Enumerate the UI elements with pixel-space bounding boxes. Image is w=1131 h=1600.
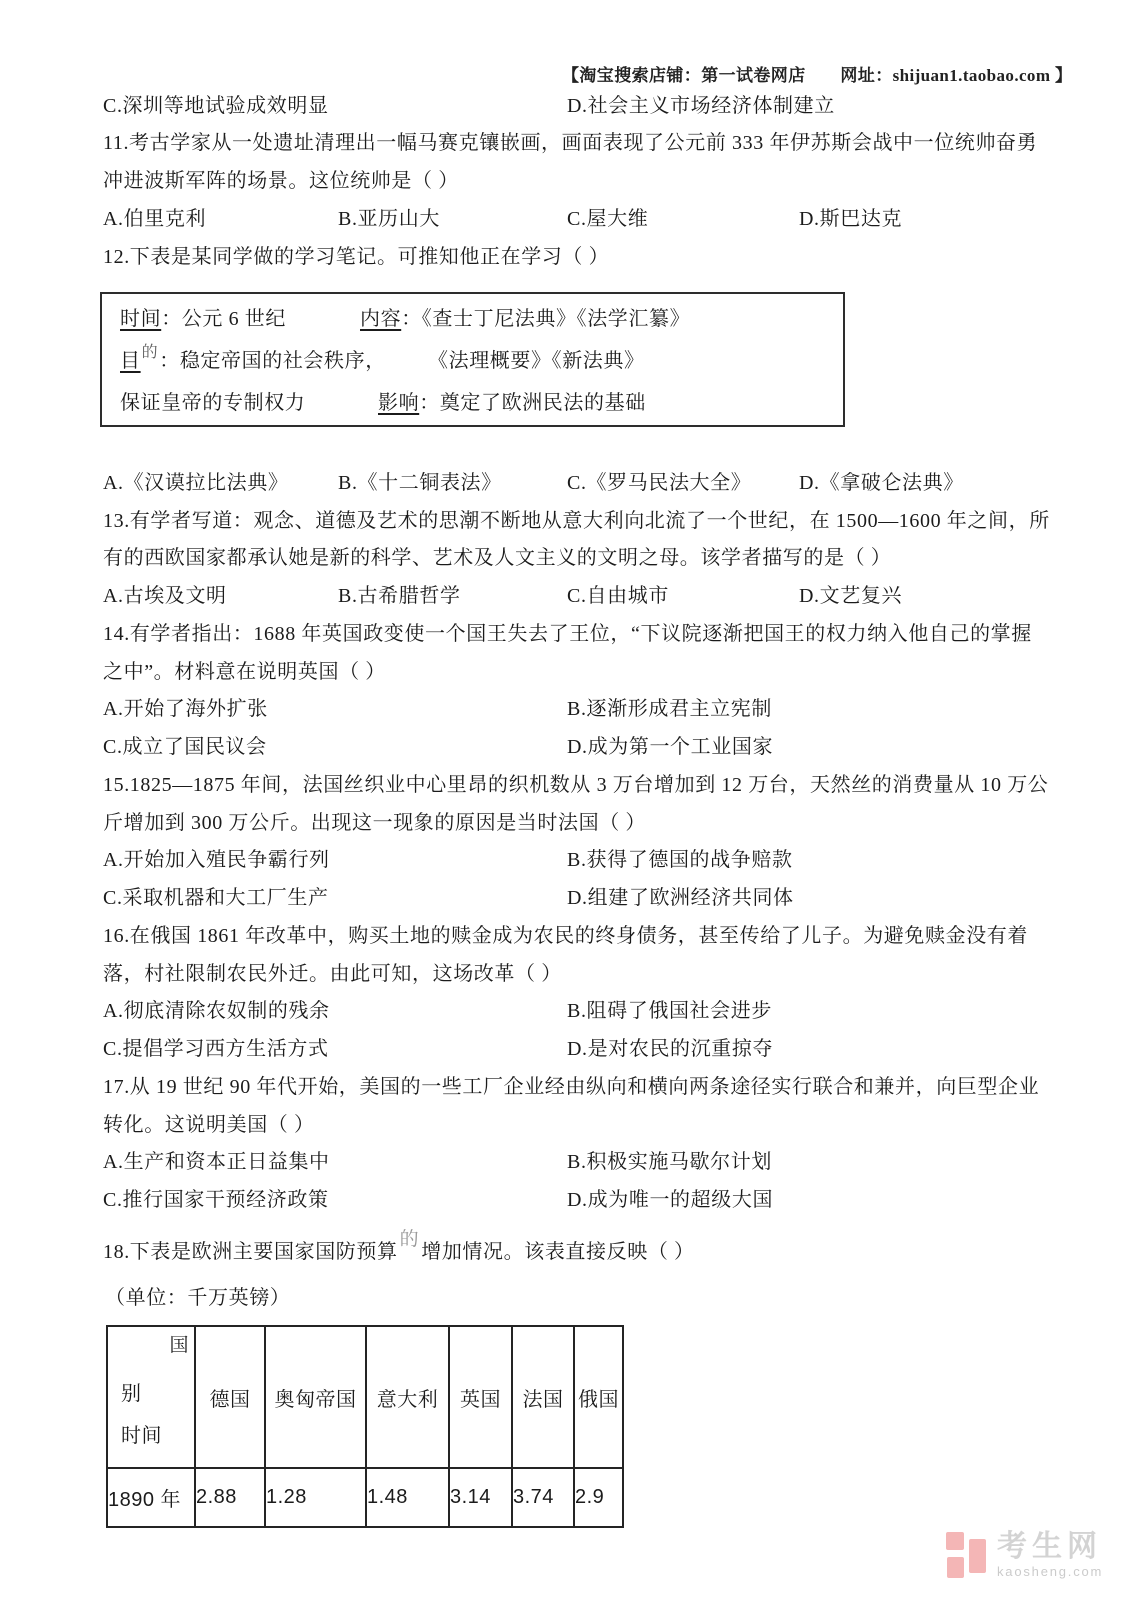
q16-stem-line2: 落，村社限制农民外迁。由此可知，这场改革（ ） [103, 963, 562, 985]
q17-stem-line1: 17.从 19 世纪 90 年代开始，美国的一些工厂企业经由纵向和横向两条途径实行联合和兼并，向巨型企业 [103, 1076, 1040, 1098]
kaosheng-watermark-text [997, 1532, 1103, 1579]
kaosheng-cn-text: 考生网 [997, 1530, 1102, 1563]
corner-bie-char: 别 [121, 1383, 142, 1405]
table-value-italy: 1.48 [366, 1468, 449, 1527]
note-content-segment [360, 302, 690, 331]
q17-option-a: A.生产和资本正日益集中 [103, 1151, 330, 1173]
table-header-row [107, 1326, 623, 1468]
table-row-1890 [107, 1468, 623, 1527]
note-purpose-sup: 的 [141, 344, 159, 361]
q11-stem-line1: 11.考古学家从一处遗址清理出一幅马赛克镶嵌画，画面表现了公元前 333 年伊苏斯会战中一位统帅奋勇 [103, 132, 1038, 154]
q11-option-d: D.斯巴达克 [799, 208, 903, 230]
table-year-cell: 1890 年 [107, 1468, 195, 1527]
q18-stem-after: 增加情况。该表直接反映（ ） [421, 1241, 695, 1263]
q18-unit-note: （单位：千万英镑） [105, 1287, 291, 1309]
table-value-russia: 2.9 [574, 1468, 623, 1527]
note-purpose-label: 目 [120, 350, 141, 372]
q15-stem-line2: 斤增加到 300 万公斤。出现这一现象的原因是当时法国（ ） [103, 812, 646, 834]
q13-option-c: C.自由城市 [567, 585, 669, 607]
note-time-text: ：公元 6 世纪 [161, 308, 287, 330]
q10-option-d: D.社会主义市场经济体制建立 [567, 95, 835, 117]
q15-option-b: B.获得了德国的战争赔款 [567, 849, 793, 871]
q15-option-d: D.组建了欧洲经济共同体 [567, 887, 794, 909]
q12-option-a: A.《汉谟拉比法典》 [103, 472, 289, 494]
q13-stem-line2: 有的西欧国家都承认她是新的科学、艺术及人文主义的文明之母。该学者描写的是（ ） [103, 547, 892, 569]
q14-option-a: A.开始了海外扩张 [103, 698, 268, 720]
q12-option-c: C.《罗马民法大全》 [567, 472, 752, 494]
q17-option-c: C.推行国家干预经济政策 [103, 1189, 329, 1211]
table-header-austria-hungary: 奥匈帝国 [265, 1326, 366, 1468]
q13-option-b: B.古希腊哲学 [338, 585, 461, 607]
q17-option-d: D.成为唯一的超级大国 [567, 1189, 774, 1211]
q14-option-b: B.逐渐形成君主立宪制 [567, 698, 772, 720]
table-header-france: 法国 [512, 1326, 574, 1468]
q11-option-b: B.亚历山大 [338, 208, 440, 230]
kaosheng-logo-icon [946, 1532, 988, 1580]
table-corner-cell [107, 1326, 195, 1468]
corner-country-char: 国 [169, 1335, 189, 1356]
q18-stem-before: 18.下表是欧洲主要国家国防预算 [103, 1241, 398, 1263]
note-purpose-segment [120, 344, 386, 373]
q16-stem-line1: 16.在俄国 1861 年改革中，购买土地的赎金成为农民的终身债务，甚至传给了儿子。为避免赎金没有着 [103, 925, 1028, 947]
q11-option-c: C.屋大维 [567, 208, 649, 230]
q15-option-a: A.开始加入殖民争霸行列 [103, 849, 330, 871]
note-content-text: ：《查士丁尼法典》《法学汇纂》 [401, 308, 691, 330]
kaosheng-watermark [946, 1532, 1103, 1580]
table-value-germany: 2.88 [195, 1468, 265, 1527]
q12-study-note-box [100, 292, 845, 427]
table-header-russia: 俄国 [574, 1326, 623, 1468]
q14-stem-line1: 14.有学者指出：1688 年英国政变使一个国王失去了王位，“下议院逐渐把国王的权力纳入他自己的掌握 [103, 623, 1032, 645]
q16-option-c: C.提倡学习西方生活方式 [103, 1038, 329, 1060]
q11-stem-line2: 冲进波斯军阵的场景。这位统帅是（ ） [103, 170, 459, 192]
note-content-text-2: 《法理概要》《新法典》 [428, 350, 645, 372]
note-purpose-text-2: 保证皇帝的专制权力 [120, 392, 306, 414]
table-value-france: 3.74 [512, 1468, 574, 1527]
note-impact-segment [378, 386, 646, 415]
table-header-germany: 德国 [195, 1326, 265, 1468]
q18-stem-sup: 的 [399, 1229, 420, 1250]
q16-option-a: A.彻底清除农奴制的残余 [103, 1000, 330, 1022]
note-purpose-text: ：稳定帝国的社会秩序， [159, 350, 386, 372]
q14-option-c: C.成立了国民议会 [103, 736, 267, 758]
q16-option-b: B.阻碍了俄国社会进步 [567, 1000, 772, 1022]
q12-option-d: D.《拿破仑法典》 [799, 472, 964, 494]
q12-stem: 12.下表是某同学做的学习笔记。可推知他正在学习（ ） [103, 246, 610, 268]
q13-option-d: D.文艺复兴 [799, 585, 903, 607]
table-value-austria-hungary: 1.28 [265, 1468, 366, 1527]
q11-option-a: A.伯里克利 [103, 208, 207, 230]
q18-stem [103, 1229, 695, 1265]
table-header-italy: 意大利 [366, 1326, 449, 1468]
q15-stem-line1: 15.1825—1875 年间，法国丝织业中心里昂的织机数从 3 万台增加到 12 万台，天然丝的消费量从 10 万公 [103, 774, 1049, 796]
note-impact-text: ：奠定了欧洲民法的基础 [419, 392, 646, 414]
q15-option-c: C.采取机器和大工厂生产 [103, 887, 329, 909]
q17-stem-line2: 转化。这说明美国（ ） [103, 1114, 315, 1136]
note-impact-label: 影响 [378, 392, 420, 414]
kaosheng-en-text: kaosheng.com [997, 1564, 1104, 1579]
note-line-2 [102, 344, 843, 372]
note-time-label: 时间 [120, 308, 162, 330]
q17-option-b: B.积极实施马歇尔计划 [567, 1151, 772, 1173]
q13-option-a: A.古埃及文明 [103, 585, 227, 607]
q10-option-c: C.深圳等地试验成效明显 [103, 95, 329, 117]
note-line-1 [102, 302, 843, 330]
corner-time-label: 时间 [121, 1425, 162, 1447]
q16-option-d: D.是对农民的沉重掠夺 [567, 1038, 774, 1060]
note-line-3 [102, 386, 843, 414]
q18-defense-budget-table [106, 1325, 624, 1528]
q12-option-b: B.《十二铜表法》 [338, 472, 502, 494]
q14-stem-line2: 之中”。材料意在说明英国（ ） [103, 661, 386, 683]
taobao-shop-header: 【淘宝搜索店铺：第一试卷网店 网址：shijuan1.taobao.com 】 [562, 66, 1073, 85]
q14-option-d: D.成为第一个工业国家 [567, 736, 774, 758]
table-header-britain: 英国 [449, 1326, 512, 1468]
note-time-segment [120, 302, 286, 331]
table-value-britain: 3.14 [449, 1468, 512, 1527]
q13-stem-line1: 13.有学者写道：观念、道德及艺术的思潮不断地从意大利向北流了一个世纪，在 1500—1600 年之间，所 [103, 510, 1050, 532]
note-content-label: 内容 [360, 308, 402, 330]
